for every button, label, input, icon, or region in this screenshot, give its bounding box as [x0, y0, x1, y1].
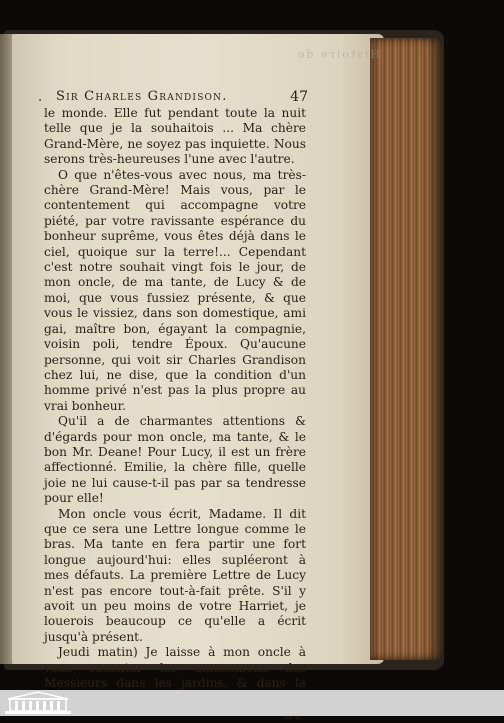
- header-mark: .: [38, 90, 43, 105]
- running-title: Sir Charles Grandison.: [56, 89, 228, 104]
- library-building-icon: [4, 691, 74, 715]
- page-stack-edge: [370, 38, 442, 660]
- paragraph: le monde. Elle fut pendant toute la nuit telle que je la souhaitois ... Ma chère Grand-Mère, ne soyez pas inquiette. Nous serons très-heureuses l'une avec l'autre.: [44, 106, 306, 167]
- paragraph: Mon oncle vous écrit, Madame. Il dit que ce sera une Lettre longue comme le bras. Ma tante en fera partir une fort longue aujourd'hui: elles supléeront à mes défauts. La première Lettre de Lucy n'est pas encore tout-à-fait prête. S'il y avoit un peu moins de votre Harriet, je louerois beaucoup ce qu'elle a écrit jusqu'à présent.: [44, 506, 306, 644]
- bleed-through-text: Histoire de: [295, 48, 380, 61]
- paragraph: Qu'il a de charmantes attentions & d'égards pour mon oncle, ma tante, & le bon Mr. Deane! Pour Lucy, il est un frère affectionné. Emilie, la chère fille, quelle joie ne lui cause-t-il pas par sa tendresse pour elle!: [44, 414, 306, 506]
- viewer-footer-bar: [0, 690, 504, 716]
- page-number: 47: [290, 89, 308, 105]
- page-body: [44, 106, 306, 723]
- paragraph: Jeudi matin) Je laisse à mon oncle à vous raconter les amusemens des Messieurs dans les jardins, & dans la: [44, 645, 306, 691]
- paragraph: O que n'êtes-vous avec nous, ma très-chère Grand-Mère! Mais vous, par le contentement qui accompagne votre piété, par votre ravissante espérance du bonheur suprême, vous êtes déjà dans le ciel, quoique sur la terre!... Cependant c'est notre souhait vingt fois le jour, de mon oncle, de ma tante, de Lucy & de moi, que vous fussiez présente, & que vous le vissiez, dans son domestique, ami gai, maître bon, égayant la compagnie, voisin poli, tendre Époux. Qu'aucune personne, qui voit sir Charles Grandison chez lui, ne dise, que la condition d'un homme privé n'est pas la plus propre au vrai bonheur.: [44, 167, 306, 413]
